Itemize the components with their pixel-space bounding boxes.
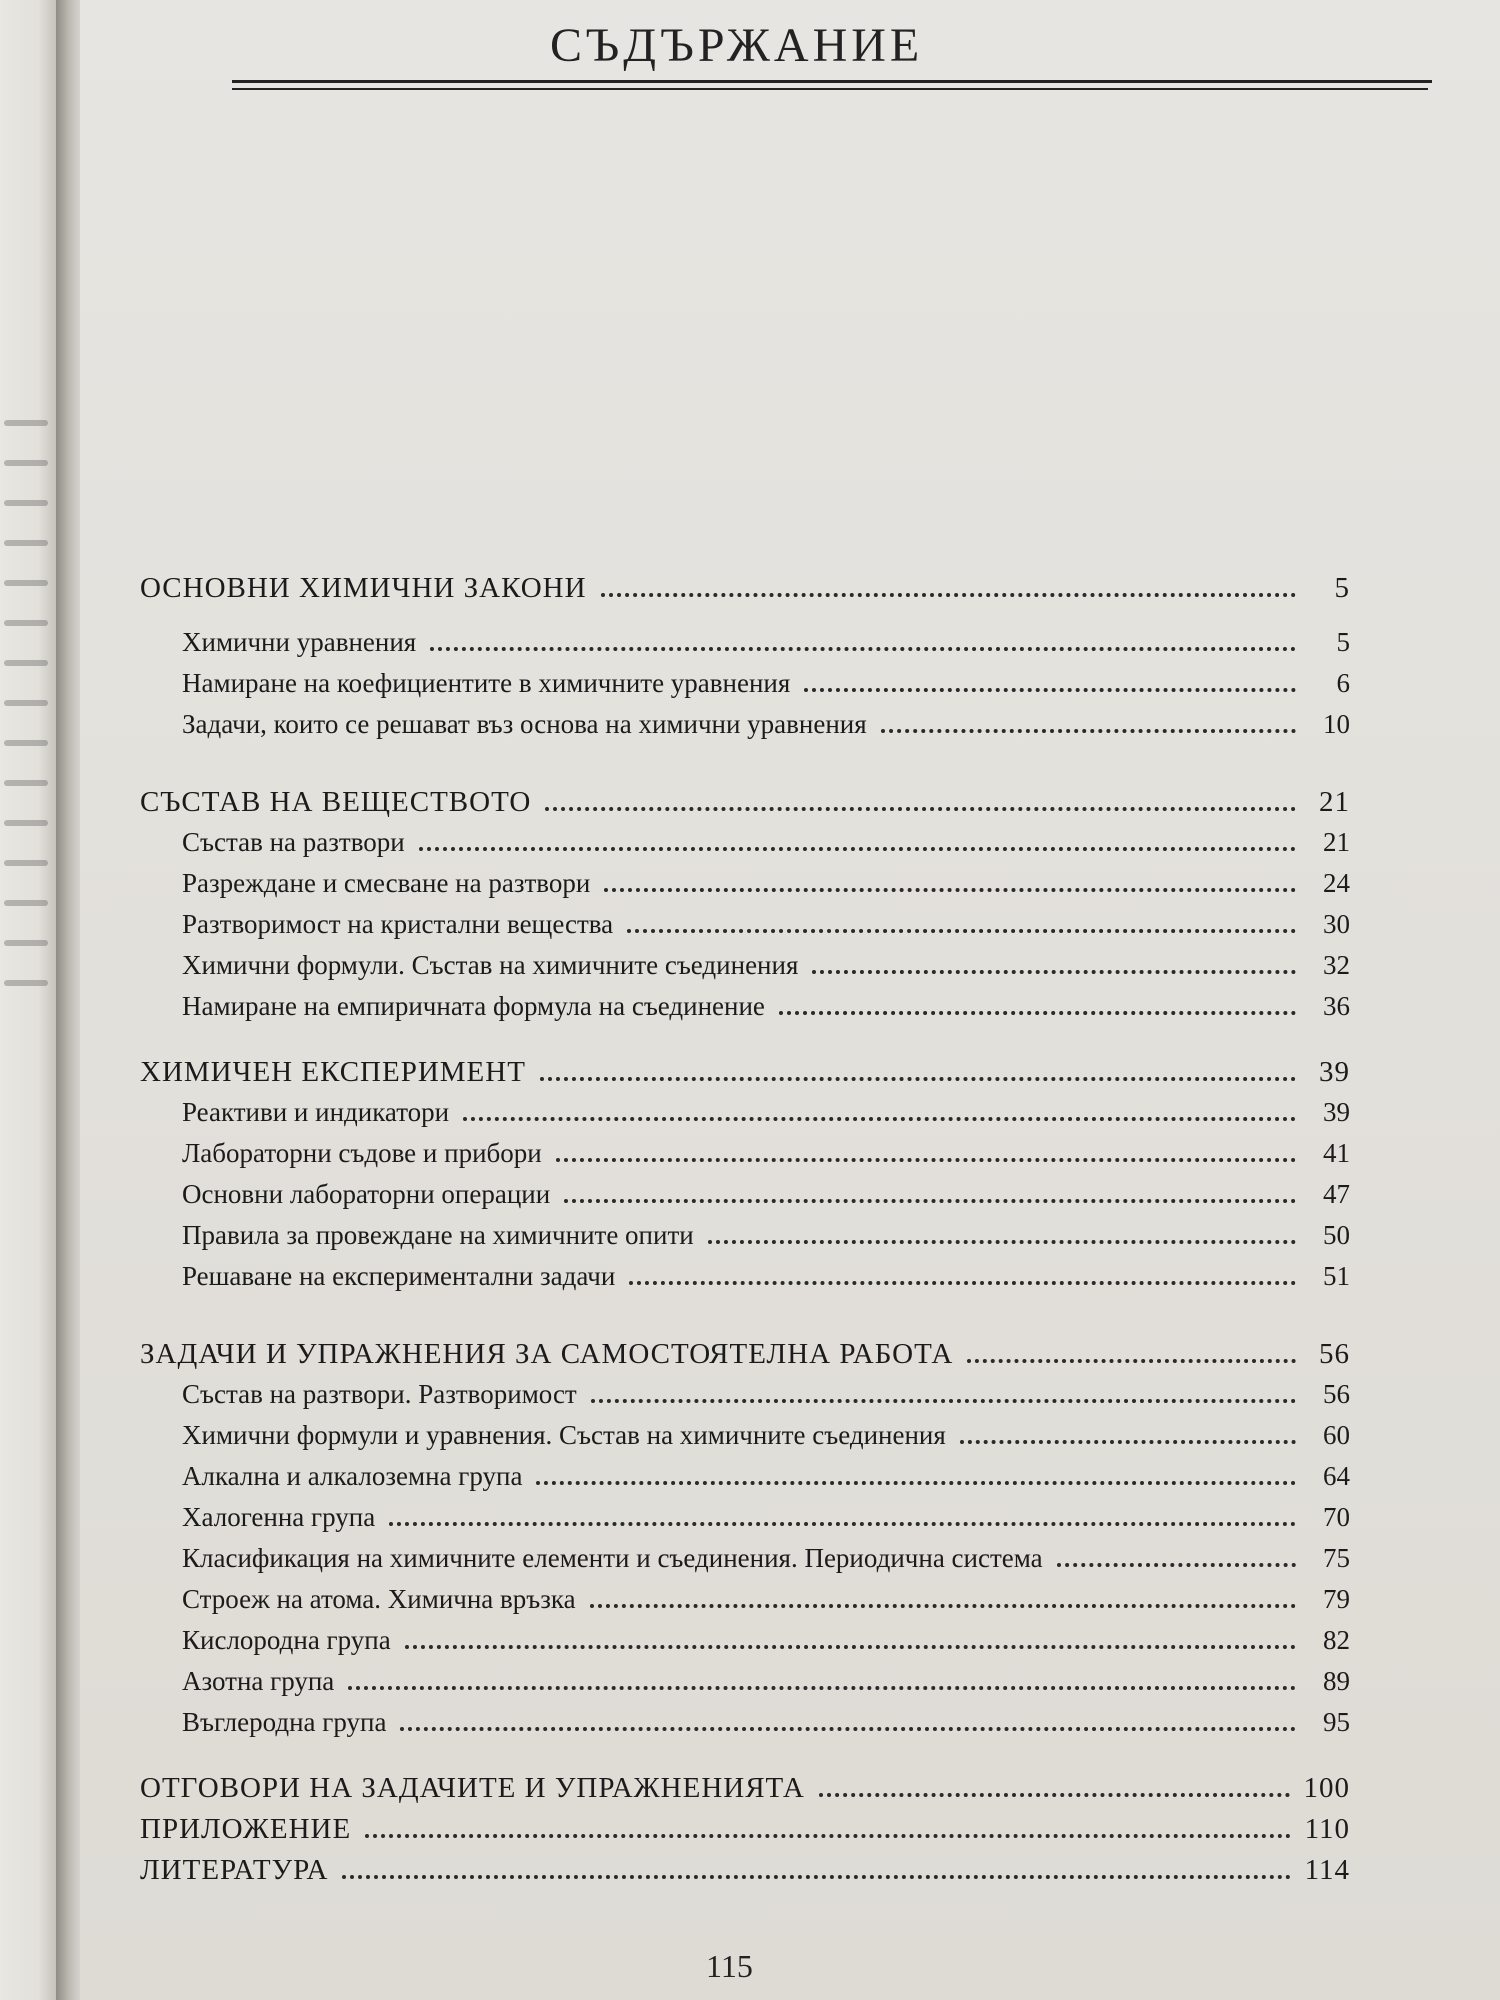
dot-leader: [604, 888, 1296, 892]
dot-leader: [591, 1399, 1296, 1403]
toc-page-number: 60: [1323, 1420, 1350, 1450]
toc-page-number: 70: [1323, 1502, 1350, 1532]
toc-section: [140, 786, 1350, 1032]
toc-entry[interactable]: [140, 909, 1350, 950]
dot-leader: [708, 1240, 1296, 1244]
dot-leader: [556, 1158, 1296, 1162]
toc-page-number: 114: [1304, 1854, 1350, 1886]
toc-page-number: 30: [1323, 909, 1350, 939]
toc-entry-text: Състав на разтвори. Разтворимост: [182, 1379, 577, 1409]
toc-entry-text: Намиране на емпиричната формула на съединение: [182, 991, 765, 1021]
toc-entry-text: Алкална и алкалоземна група: [182, 1461, 523, 1491]
toc-entry-text: Разтворимост на кристални вещества: [182, 909, 614, 939]
toc-page-number: 100: [1303, 1772, 1350, 1804]
toc-page-number: 79: [1323, 1584, 1350, 1614]
dot-leader: [545, 807, 1296, 811]
dot-leader: [430, 647, 1296, 651]
toc-entry-text: Решаване на експериментални задачи: [182, 1261, 616, 1291]
toc-entry[interactable]: [140, 991, 1350, 1032]
toc-entry-text: Задачи, които се решават въз основа на химични уравнения: [182, 709, 867, 739]
toc-section-heading[interactable]: [140, 1813, 1350, 1854]
toc-entry[interactable]: [140, 1420, 1350, 1461]
dot-leader: [419, 847, 1296, 851]
dot-leader: [405, 1645, 1296, 1649]
dot-leader: [400, 1727, 1296, 1731]
toc-heading-text: ПРИЛОЖЕНИЕ: [140, 1813, 352, 1845]
toc-page-number: 64: [1323, 1461, 1350, 1491]
toc-entry-text: Химични формули. Състав на химичните съединения: [182, 950, 799, 980]
toc-entry-text: Състав на разтвори: [182, 827, 405, 857]
toc-section: [140, 1056, 1350, 1302]
title-rule-top: [232, 80, 1432, 83]
toc-entry[interactable]: [140, 1138, 1350, 1179]
toc-entry[interactable]: [140, 950, 1350, 991]
dot-leader: [1057, 1563, 1296, 1567]
toc-entry-text: Правила за провеждане на химичните опити: [182, 1220, 694, 1250]
toc-page-number: 75: [1323, 1543, 1350, 1573]
dot-leader: [967, 1359, 1296, 1363]
toc-heading-text: ОТГОВОРИ НА ЗАДАЧИТЕ И УПРАЖНЕНИЯТА: [140, 1772, 805, 1804]
toc-entry-text: Реактиви и индикатори: [182, 1097, 450, 1127]
dot-leader: [779, 1011, 1296, 1015]
toc-entry[interactable]: [140, 827, 1350, 868]
toc-entry-text: Кислородна група: [182, 1625, 391, 1655]
toc-entry-text: Лабораторни съдове и прибори: [182, 1138, 542, 1168]
toc-entry-text: Химични формули и уравнения. Състав на химичните съединения: [182, 1420, 946, 1450]
toc-page-number: 82: [1323, 1625, 1350, 1655]
toc-entry[interactable]: [140, 709, 1350, 750]
toc-page-number: 10: [1323, 709, 1350, 739]
toc-section-heading[interactable]: [140, 1772, 1350, 1813]
toc-entry-text: Класификация на химичните елементи и съединения. Периодична система: [182, 1543, 1043, 1573]
page-title: СЪДЪРЖАНИЕ: [550, 19, 924, 72]
page-number-footer: 115: [706, 1948, 753, 1984]
toc-page-number: 95: [1323, 1707, 1350, 1737]
toc-page-number: 89: [1323, 1666, 1350, 1696]
toc-entry-text: Азотна група: [182, 1666, 335, 1696]
toc-page-number: 6: [1336, 668, 1350, 698]
toc-entry-text: Разреждане и смесване на разтвори: [182, 868, 591, 898]
dot-leader: [590, 1604, 1296, 1608]
dot-leader: [629, 1281, 1296, 1285]
toc-section-heading[interactable]: [140, 786, 1350, 827]
table-of-contents: [140, 572, 1350, 1895]
toc-heading-text: ЛИТЕРАТУРА: [140, 1854, 329, 1886]
toc-section-heading[interactable]: [140, 1056, 1350, 1097]
toc-heading-text: ОСНОВНИ ХИМИЧНИ ЗАКОНИ: [140, 572, 587, 604]
toc-heading-text: ЗАДАЧИ И УПРАЖНЕНИЯ ЗА САМОСТОЯТЕЛНА РАБОТА: [140, 1338, 954, 1370]
dot-leader: [627, 929, 1296, 933]
toc-page-number: 51: [1323, 1261, 1350, 1291]
toc-page-number: 56: [1323, 1379, 1350, 1409]
toc-page-number: 32: [1323, 950, 1350, 980]
toc-heading-text: СЪСТАВ НА ВЕЩЕСТВОТО: [140, 786, 532, 818]
toc-entry-text: Халогенна група: [182, 1502, 376, 1532]
dot-leader: [365, 1834, 1290, 1838]
toc-entry-text: Строеж на атома. Химична връзка: [182, 1584, 576, 1614]
toc-page-number: 36: [1323, 991, 1350, 1021]
toc-page-number: 110: [1304, 1813, 1350, 1845]
dot-leader: [342, 1875, 1290, 1879]
toc-entry[interactable]: [140, 1461, 1350, 1502]
dot-leader: [463, 1117, 1296, 1121]
dot-leader: [881, 729, 1296, 733]
toc-entry[interactable]: [140, 668, 1350, 709]
toc-entry[interactable]: [140, 1097, 1350, 1138]
toc-section: [140, 572, 1350, 750]
toc-entry[interactable]: [140, 1502, 1350, 1543]
toc-entry[interactable]: [140, 1625, 1350, 1666]
toc-entry[interactable]: [140, 1666, 1350, 1707]
dot-leader: [819, 1793, 1290, 1797]
dot-leader: [804, 688, 1296, 692]
toc-section-heading[interactable]: [140, 1854, 1350, 1895]
dot-leader: [812, 970, 1296, 974]
facing-page-edge: [0, 0, 64, 2000]
toc-section: [140, 1338, 1350, 1748]
dot-leader: [601, 593, 1296, 597]
dot-leader: [960, 1440, 1296, 1444]
toc-entry[interactable]: [140, 1261, 1350, 1302]
toc-section-heading[interactable]: [140, 572, 1350, 613]
toc-heading-text: ХИМИЧЕН ЕКСПЕРИМЕНТ: [140, 1056, 526, 1088]
toc-entry[interactable]: [140, 1707, 1350, 1748]
toc-page-number: 56: [1319, 1338, 1350, 1370]
toc-entry[interactable]: [140, 868, 1350, 909]
toc-closing: [140, 1772, 1350, 1895]
dot-leader: [536, 1481, 1296, 1485]
dot-leader: [540, 1077, 1296, 1081]
toc-entry[interactable]: [140, 1543, 1350, 1584]
toc-entry[interactable]: [140, 1179, 1350, 1220]
toc-section-heading[interactable]: [140, 1338, 1350, 1379]
toc-entry[interactable]: [140, 1584, 1350, 1625]
toc-entry-text: Основни лабораторни операции: [182, 1179, 551, 1209]
toc-page-number: 5: [1334, 572, 1350, 604]
dot-leader: [348, 1686, 1296, 1690]
toc-page-number: 47: [1323, 1179, 1350, 1209]
toc-entry-text: Въглеродна група: [182, 1707, 387, 1737]
title-rule-bottom: [232, 88, 1428, 90]
toc-page-number: 21: [1323, 827, 1350, 857]
book-gutter: [56, 0, 82, 2000]
toc-entry[interactable]: [140, 1220, 1350, 1261]
toc-page-number: 39: [1319, 1056, 1350, 1088]
dot-leader: [389, 1522, 1296, 1526]
toc-page-number: 5: [1336, 627, 1350, 657]
toc-page-number: 50: [1323, 1220, 1350, 1250]
toc-page-number: 21: [1319, 786, 1350, 818]
toc-page-number: 39: [1323, 1097, 1350, 1127]
toc-entry[interactable]: [140, 627, 1350, 668]
toc-page-number: 41: [1323, 1138, 1350, 1168]
dot-leader: [564, 1199, 1296, 1203]
toc-entry-text: Химични уравнения: [182, 627, 417, 657]
facing-page-text-fragments: [4, 420, 60, 1240]
toc-entry[interactable]: [140, 1379, 1350, 1420]
toc-page-number: 24: [1323, 868, 1350, 898]
toc-entry-text: Намиране на коефициентите в химичните уравнения: [182, 668, 791, 698]
